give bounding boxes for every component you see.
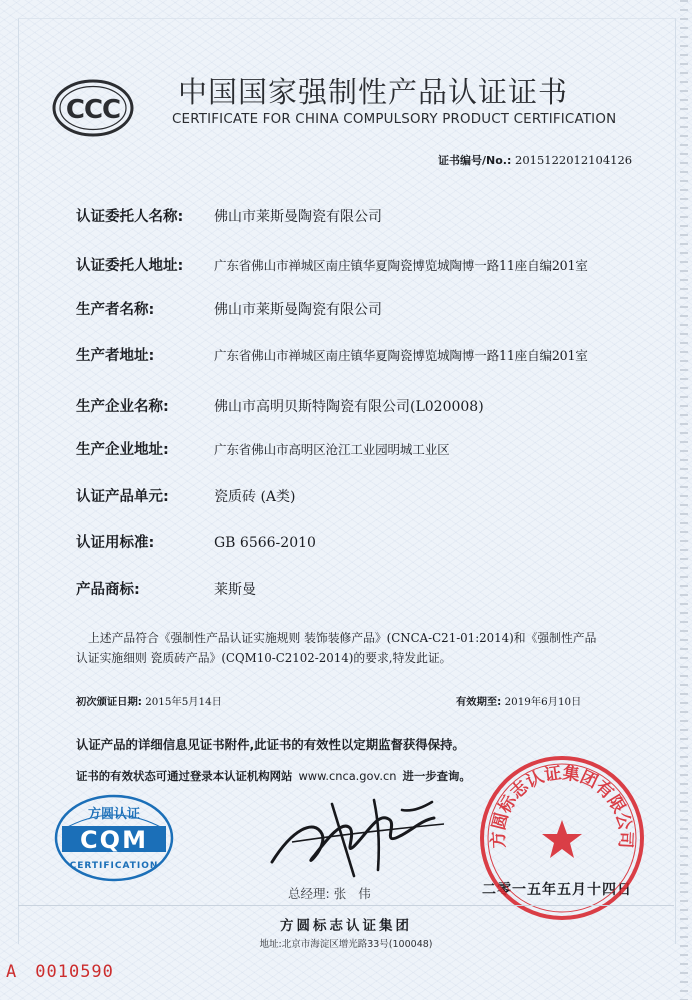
status-suffix: 进一步查询。 bbox=[402, 769, 471, 783]
certificate-number bbox=[438, 152, 632, 168]
footer-organization: 方圆标志认证集团 bbox=[280, 918, 412, 934]
cqm-logo-bottom-text: CERTIFICATION bbox=[69, 861, 159, 871]
footer-address: 地址:北京市海淀区增光路33号(100048) bbox=[259, 939, 433, 950]
serial-number bbox=[6, 962, 114, 982]
field-trademark bbox=[76, 578, 256, 599]
field-value: 佛山市高明贝斯特陶瓷有限公司(L020008) bbox=[214, 399, 484, 415]
field-label: 认证用标准: bbox=[76, 535, 155, 551]
field-label: 生产企业地址: bbox=[76, 442, 169, 458]
certificate-number-value: 2015122012104126 bbox=[515, 153, 633, 167]
field-label: 产品商标: bbox=[76, 582, 140, 598]
valid-until-date bbox=[456, 693, 581, 708]
field-factory-name bbox=[76, 395, 484, 416]
valid-until-value: 2019年6月10日 bbox=[504, 696, 582, 708]
issue-date: 二零一五年五月十四日 bbox=[482, 882, 632, 898]
signer-name: 张 伟 bbox=[333, 886, 375, 901]
field-label: 认证产品单元: bbox=[76, 489, 169, 505]
conformity-statement bbox=[76, 628, 656, 668]
field-value: 广东省佛山市禅城区南庄镇华夏陶瓷博览城陶博一路11座自编201室 bbox=[214, 258, 588, 273]
signer bbox=[288, 884, 375, 902]
field-standard bbox=[76, 531, 316, 552]
ccc-logo-icon bbox=[52, 78, 134, 138]
first-issue-value: 2015年5月14日 bbox=[145, 696, 222, 708]
field-product-unit bbox=[76, 485, 295, 506]
cqm-logo-main-text: CQM bbox=[80, 826, 148, 854]
statement-line-2: 认证实施细则 瓷质砖产品》(CQM10-C2102-2014)的要求,特发此证。 bbox=[76, 651, 452, 665]
certificate-title-cn: 中国国家强制性产品认证证书 bbox=[178, 75, 569, 109]
field-value: GB 6566-2010 bbox=[214, 535, 316, 551]
field-label: 生产者名称: bbox=[76, 302, 155, 318]
field-label: 认证委托人地址: bbox=[76, 258, 184, 274]
certificate-number-label: 证书编号/No.: bbox=[438, 154, 512, 167]
status-query-line bbox=[76, 768, 471, 784]
field-value: 广东省佛山市禅城区南庄镇华夏陶瓷博览城陶博一路11座自编201室 bbox=[214, 348, 588, 363]
certificate-title-en: CERTIFICATE FOR CHINA COMPULSORY PRODUCT CERTIFICATION bbox=[172, 112, 617, 127]
field-value: 莱斯曼 bbox=[214, 582, 256, 598]
field-label: 生产者地址: bbox=[76, 348, 155, 364]
field-applicant-name bbox=[76, 205, 382, 226]
official-seal-icon bbox=[476, 752, 648, 924]
first-issue-label: 初次颁证日期: bbox=[76, 696, 142, 708]
serial-value: 0010590 bbox=[35, 962, 114, 982]
signer-title: 总经理: bbox=[288, 886, 330, 901]
field-value: 佛山市莱斯曼陶瓷有限公司 bbox=[214, 302, 382, 318]
field-factory-address bbox=[76, 438, 449, 459]
status-url-link[interactable]: www.cnca.gov.cn bbox=[298, 769, 397, 783]
validity-note: 认证产品的详细信息见证书附件,此证书的有效性以定期监督获得保持。 bbox=[76, 737, 465, 752]
first-issue-date bbox=[76, 693, 222, 708]
cqm-logo-top-text: 方圆认证 bbox=[87, 807, 141, 822]
statement-line-1: 上述产品符合《强制性产品认证实施规则 装饰装修产品》(CNCA-C21-01:2014)和《强制性产品 bbox=[88, 631, 597, 645]
signature-icon bbox=[262, 790, 462, 885]
field-applicant-address bbox=[76, 254, 588, 275]
valid-until-label: 有效期至: bbox=[456, 696, 502, 708]
field-manufacturer-name bbox=[76, 298, 382, 319]
field-value: 佛山市莱斯曼陶瓷有限公司 bbox=[214, 209, 382, 225]
seal-text: 方圆标志认证集团有限公司 bbox=[488, 763, 636, 849]
serial-prefix: A bbox=[6, 962, 18, 982]
field-label: 认证委托人名称: bbox=[76, 209, 184, 225]
ccc-logo-text: CCC bbox=[65, 95, 121, 125]
footer-divider bbox=[18, 905, 674, 906]
perforated-edge bbox=[680, 0, 688, 1000]
field-value: 广东省佛山市高明区沧江工业园明城工业区 bbox=[214, 442, 450, 457]
cqm-logo-icon bbox=[52, 790, 182, 885]
status-prefix: 证书的有效状态可通过登录本认证机构网站 bbox=[76, 769, 293, 783]
field-label: 生产企业名称: bbox=[76, 399, 169, 415]
field-value: 瓷质砖 (A类) bbox=[214, 489, 296, 505]
field-manufacturer-address bbox=[76, 344, 588, 365]
